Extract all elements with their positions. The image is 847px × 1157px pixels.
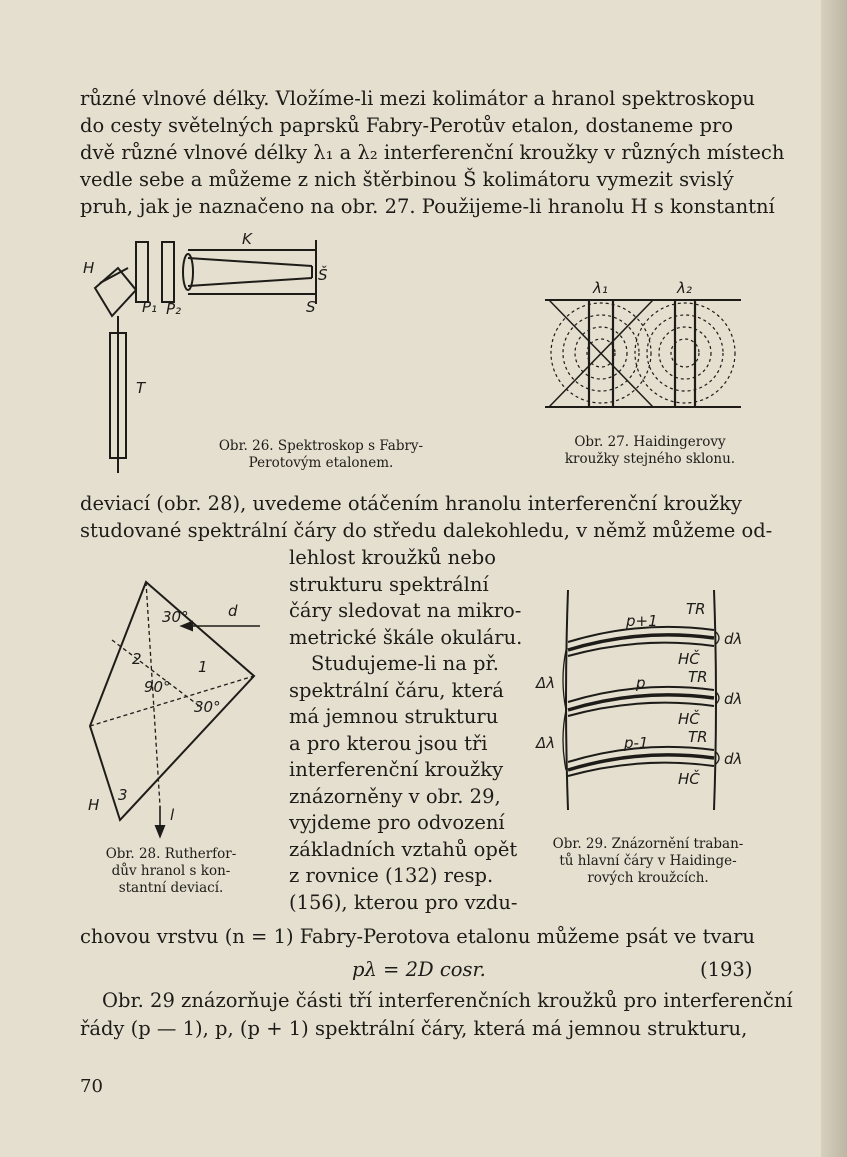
caption-line: stantní deviací.	[118, 880, 224, 896]
label-P1: P₁	[142, 298, 158, 316]
label-dlambda: dλ	[724, 690, 743, 708]
figure-27-haidinger-rings	[545, 275, 745, 415]
column-line: (156), kterou pro vzdu-	[289, 890, 518, 914]
figure-28-caption	[76, 846, 266, 897]
caption-line: Perotovým etalonem.	[248, 455, 394, 471]
label-TR: TR	[688, 728, 708, 746]
label-l: l	[170, 806, 175, 824]
caption-line: kroužky stejného sklonu.	[564, 451, 736, 467]
label-p-minus-1: p-1	[624, 734, 649, 752]
figure-29-caption	[538, 836, 758, 887]
column-line: interferenční kroužky	[289, 758, 504, 781]
label-angle-30-top: 30°	[162, 608, 189, 626]
label-angle-30-bottom: 30°	[194, 698, 221, 716]
label-H: H	[83, 259, 95, 277]
label-dlambda: dλ	[724, 630, 743, 648]
text-line: studované spektrální čáry do středu dalekohledu, v němž můžeme od-	[80, 519, 773, 542]
label-S-star: Š	[318, 266, 328, 284]
caption-line: Obr. 28. Rutherfor-	[105, 846, 237, 862]
column-line: vyjdeme pro odvození	[289, 811, 505, 834]
label-p: p	[636, 674, 646, 692]
label-dlambda: dλ	[724, 750, 743, 768]
text-line: řády (p — 1), p, (p + 1) spektrální čáry, která má jemnou strukturu,	[80, 1017, 748, 1040]
column-line: a pro kterou jsou tři	[289, 731, 488, 755]
page-number: 70	[80, 1076, 103, 1097]
text-line: dvě různé vlnové délky λ₁ a λ₂ interferenční kroužky v různých místech	[80, 141, 785, 164]
column-line: strukturu spektrální	[289, 572, 489, 596]
label-HC: HČ	[678, 710, 700, 728]
figure-29-satellites	[528, 590, 768, 830]
column-text	[289, 545, 523, 916]
label-TR: TR	[688, 668, 708, 686]
figure-27-caption	[540, 434, 760, 468]
text-line: do cesty světelných paprsků Fabry-Perotův etalon, dostaneme pro	[80, 114, 734, 137]
label-angle-90: 90°	[144, 678, 171, 696]
caption-line: tů hlavní čáry v Haidinge-	[559, 853, 737, 869]
column-line: čáry sledovat na mikro-	[289, 599, 522, 622]
label-p-plus-1: p+1	[626, 612, 658, 630]
text-line: Obr. 29 znázorňuje části tří interferenčních kroužků pro interferenční	[102, 989, 793, 1012]
label-HC: HČ	[678, 650, 700, 668]
label-d: d	[228, 602, 238, 620]
label-HC: HČ	[678, 770, 700, 788]
column-line: Studujeme-li na př.	[311, 652, 499, 675]
label-1: 1	[198, 658, 208, 676]
column-line: metrické škále okuláru.	[289, 625, 523, 649]
text-line: různé vlnové délky. Vložíme-li mezi kolimátor a hranol spektroskopu	[80, 87, 755, 110]
page-edge	[821, 0, 847, 1157]
label-T: T	[136, 379, 146, 397]
text-line: vedle sebe a můžeme z nich štěrbinou Š kolimátoru vymezit svislý	[80, 168, 734, 191]
figure-28-rutherford-prism	[82, 580, 272, 840]
label-H: H	[88, 796, 100, 814]
column-line: má jemnou strukturu	[289, 705, 499, 728]
column-line: lehlost kroužků nebo	[289, 546, 496, 569]
text-line: chovou vrstvu (n = 1) Fabry-Perotova etalonu můžeme psát ve tvaru	[80, 925, 755, 948]
label-Dlambda: Δλ	[536, 674, 556, 692]
caption-line: rových kroužcích.	[587, 870, 709, 886]
text-line: pruh, jak je naznačeno na obr. 27. Použijeme-li hranolu H s konstantní	[80, 195, 775, 218]
caption-line: Obr. 29. Znázornění traban-	[552, 836, 744, 852]
caption-line: dův hranol s kon-	[111, 863, 231, 879]
label-lambda1: λ₁	[593, 279, 608, 297]
column-line: znázorněny v obr. 29,	[289, 784, 501, 808]
equation-193: pλ = 2D cosr.	[352, 958, 486, 981]
label-TR: TR	[686, 600, 706, 618]
label-P2: P₂	[166, 300, 182, 318]
column-line: základních vztahů opět	[289, 837, 518, 861]
column-line: spektrální čáru, která	[289, 678, 504, 702]
caption-line: Obr. 27. Haidingerovy	[574, 434, 726, 450]
text-line: deviací (obr. 28), uvedeme otáčením hranolu interferenční kroužky	[80, 492, 742, 515]
label-3: 3	[118, 786, 128, 804]
label-2: 2	[132, 650, 142, 668]
label-Dlambda: Δλ	[536, 734, 556, 752]
figure-26-caption	[196, 438, 446, 472]
label-K: K	[242, 230, 252, 248]
label-lambda2: λ₂	[677, 279, 692, 297]
column-line: z rovnice (132) resp.	[289, 864, 494, 887]
label-S: S	[306, 298, 316, 316]
equation-number: (193)	[700, 958, 753, 981]
caption-line: Obr. 26. Spektroskop s Fabry-	[218, 438, 424, 454]
